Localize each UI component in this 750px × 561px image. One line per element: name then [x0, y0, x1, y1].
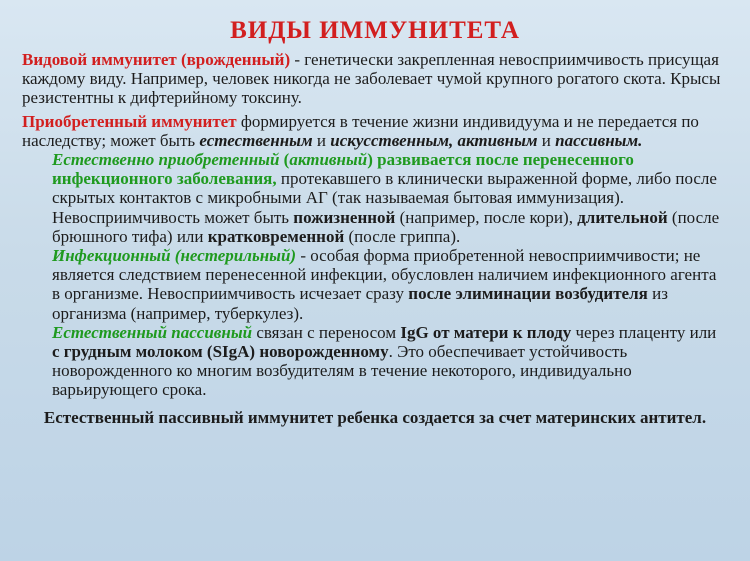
emphasis-lifelong: пожизненной	[293, 207, 396, 227]
emphasis-natural: естественным	[199, 130, 313, 150]
paragraph-natural-passive	[22, 323, 728, 400]
text: - особая форма приобретенной невосприимчивости; не является следствием перенесенной инфекции, обусловлен наличием инфекционного агента в организме. Невосприимчивость исчезает сразу	[52, 246, 717, 304]
text: связан с переносом	[252, 322, 401, 342]
conclusion: Естественный пассивный иммунитет ребенка создается за счет материнских антител.	[43, 407, 707, 427]
paragraph-infectious	[22, 246, 728, 323]
text: формируется в течение жизни индивидуума и не передается по наследству; может быть	[22, 111, 699, 150]
text: через плаценту или	[571, 322, 717, 342]
text: (например, после кори),	[395, 207, 578, 227]
emphasis-igg: IgG от матери к плоду	[400, 322, 572, 342]
paragraph-acquired-immunity	[22, 112, 728, 150]
text: (	[279, 150, 290, 170]
term-infectious: Инфекционный (нестерильный)	[52, 246, 297, 266]
term-species-immunity: Видовой иммунитет (врожденный)	[22, 50, 291, 69]
text: - генетически закрепленная невосприимчивость присущая каждому виду. Например, человек никогда не заболевает чумой крупного рогатого скота. Крысы резистентны к дифтерийному токсину.	[22, 50, 721, 108]
paragraph-natural-acquired	[22, 150, 728, 246]
term-active: активный	[289, 150, 368, 170]
emphasis-artificial-active: искусственным, активным	[330, 130, 538, 150]
text: протекавшего в клинически выраженной форме, либо после скрытых контактов с микробными АГ (так называемая бытовая иммунизация). Невосприимчивость может быть	[52, 169, 717, 227]
emphasis-passive: пассивным.	[555, 130, 643, 150]
text: (после гриппа).	[344, 226, 461, 246]
text: . Это обеспечивает устойчивость новорожденного ко многим возбудителям в течение некоторого, индивидуально варьирующего срока.	[52, 342, 632, 400]
text-after-disease: ) развивается после перенесенного инфекционного заболевания,	[52, 150, 634, 189]
slide-title: ВИДЫ ИММУНИТЕТА	[230, 17, 520, 44]
emphasis-long-term: длительной	[577, 207, 668, 227]
term-acquired-immunity: Приобретенный иммунитет	[22, 111, 237, 131]
text: и	[537, 130, 556, 150]
emphasis-elimination: после элиминации возбудителя	[408, 284, 648, 304]
emphasis-short-term: кратковременной	[207, 226, 345, 246]
text: (после брюшного тифа) или	[52, 207, 720, 246]
text: и	[312, 130, 331, 150]
emphasis-breast-milk: с грудным молоком (SIgA) новорожденному	[52, 342, 389, 362]
term-natural-acquired: Естественно приобретенный	[52, 150, 280, 170]
paragraph-species-immunity	[22, 50, 728, 108]
text: из организма (например, туберкулез).	[52, 284, 668, 323]
term-natural-passive: Естественный пассивный	[52, 322, 253, 342]
